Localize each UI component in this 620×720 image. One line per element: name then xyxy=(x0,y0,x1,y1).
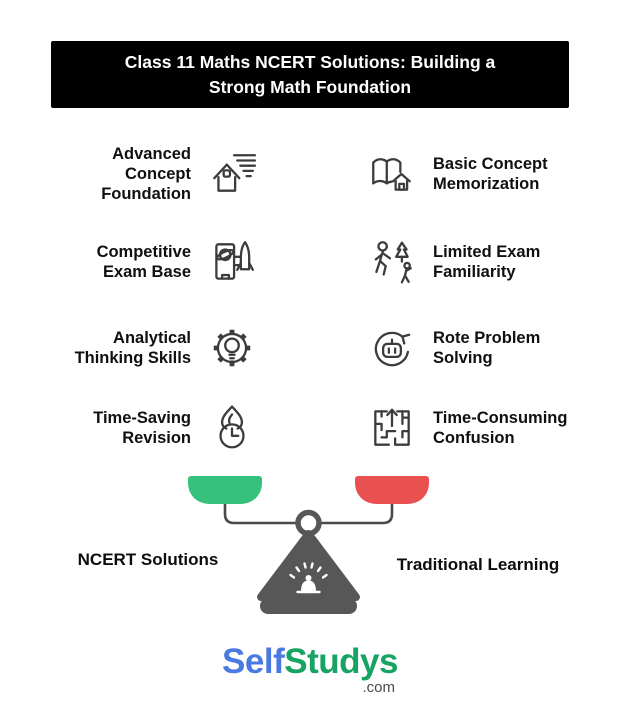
maze-arrow-icon xyxy=(367,403,417,453)
right-item-2-label: Limited Exam Familiarity xyxy=(433,243,541,281)
right-item-3-label: Rote Problem Solving xyxy=(433,329,541,367)
left-item-3-label: Analytical Thinking Skills xyxy=(74,329,191,367)
title-banner xyxy=(51,41,569,108)
right-item-1-label: Basic Concept Memorization xyxy=(433,155,548,193)
left-item-2 xyxy=(0,222,310,302)
right-item-4 xyxy=(310,388,620,468)
comparison-row xyxy=(0,308,620,388)
left-pan-label: NCERT Solutions xyxy=(77,550,219,569)
title-line-1: Class 11 Maths NCERT Solutions: Building a xyxy=(124,51,496,72)
right-scale-pan xyxy=(355,476,429,504)
left-item-4-label: Time-Saving Revision xyxy=(93,409,191,447)
title-line-2: Strong Math Foundation xyxy=(208,76,412,97)
right-item-3 xyxy=(310,308,620,388)
left-item-2-label: Competitive Exam Base xyxy=(96,243,191,281)
right-item-2 xyxy=(310,222,620,302)
right-item-1 xyxy=(310,132,620,216)
right-item-4-label: Time-Consuming Confusion xyxy=(433,409,568,447)
open-book-house-icon xyxy=(367,149,417,199)
logo-part-self: Self xyxy=(222,642,285,681)
comparison-row xyxy=(0,222,620,302)
left-item-3 xyxy=(0,308,310,388)
gear-lightbulb-icon xyxy=(207,323,257,373)
left-item-1 xyxy=(0,132,310,216)
hiking-person-icon xyxy=(367,237,417,287)
pedestal-base xyxy=(260,598,357,614)
house-speed-icon xyxy=(207,149,257,199)
logo-part-studys: Studys xyxy=(284,642,398,681)
left-item-1-label: Advanced Concept Foundation xyxy=(101,145,191,203)
selfstudys-logo xyxy=(0,642,620,697)
left-item-4 xyxy=(0,388,310,468)
logo-suffix: .com xyxy=(362,679,395,696)
comparison-row xyxy=(0,132,620,216)
robot-repeat-icon xyxy=(367,323,417,373)
comparison-row xyxy=(0,388,620,468)
flaming-clock-icon xyxy=(207,403,257,453)
exam-card-rocket-icon xyxy=(207,237,257,287)
left-scale-pan xyxy=(188,476,262,504)
right-pan-label: Traditional Learning xyxy=(396,555,560,574)
